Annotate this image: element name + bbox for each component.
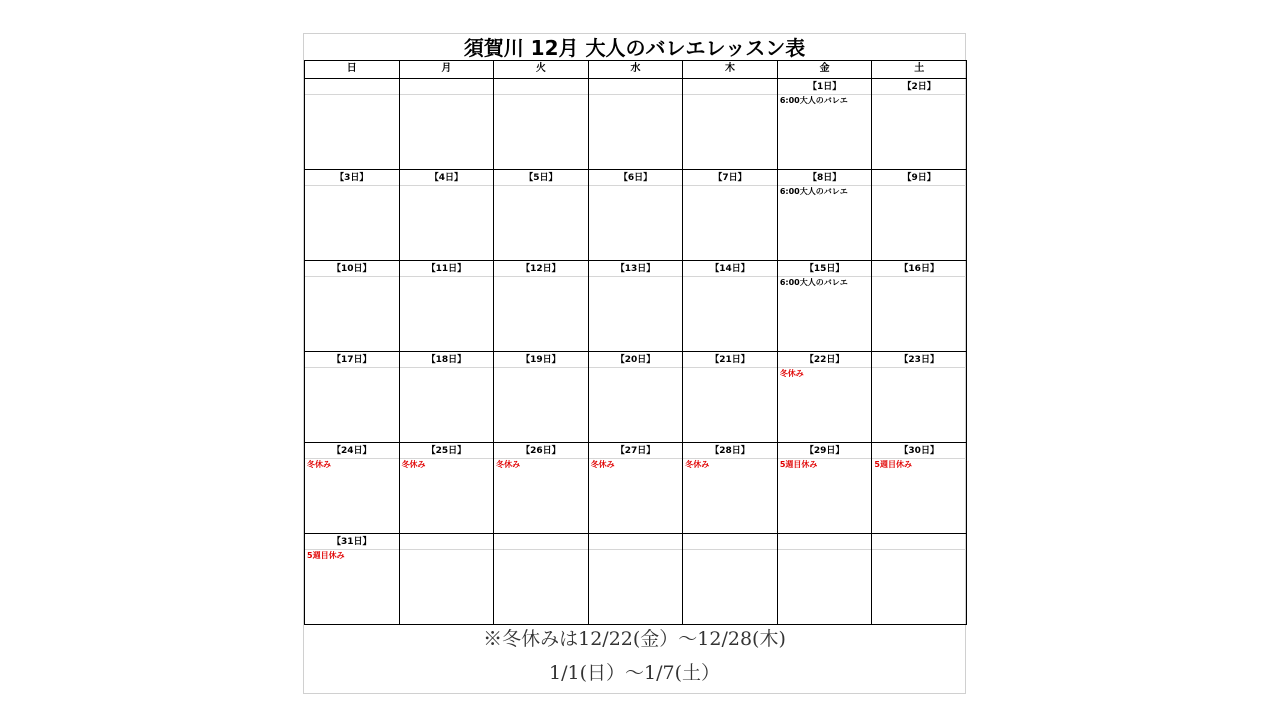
day-date-label: 【14日】 — [683, 261, 777, 277]
day-cell — [588, 534, 683, 625]
day-date-label: 【22日】 — [778, 352, 872, 368]
day-cell — [872, 170, 967, 261]
week-row — [305, 534, 967, 625]
day-cell — [399, 443, 494, 534]
day-date-label: 【31日】 — [305, 534, 399, 550]
day-date-label: 【30日】 — [872, 443, 966, 459]
day-date-label: 【29日】 — [778, 443, 872, 459]
day-cell — [872, 534, 967, 625]
day-cell — [305, 261, 400, 352]
day-lesson-note: 冬休み — [685, 460, 710, 469]
day-date-label: 【23日】 — [872, 352, 966, 368]
day-date-label — [400, 534, 494, 550]
day-cell — [872, 79, 967, 170]
weekday-header-row — [305, 61, 967, 79]
day-cell — [683, 261, 778, 352]
day-date-label: 【6日】 — [589, 170, 683, 186]
weekday-header: 月 — [399, 61, 494, 79]
day-date-label: 【11日】 — [400, 261, 494, 277]
day-cell — [777, 79, 872, 170]
day-cell — [777, 352, 872, 443]
day-cell — [494, 443, 589, 534]
day-cell — [588, 443, 683, 534]
day-cell — [777, 170, 872, 261]
day-lesson-note: 冬休み — [496, 460, 521, 469]
day-date-label: 【15日】 — [778, 261, 872, 277]
day-cell — [683, 79, 778, 170]
day-date-label — [778, 534, 872, 550]
day-date-label — [400, 79, 494, 95]
footer-holiday-dates: 1/1(日）～1/7(土） — [549, 662, 720, 684]
day-lesson-note: 6:00大人のバレエ — [779, 187, 848, 196]
day-date-label — [494, 534, 588, 550]
day-cell — [872, 443, 967, 534]
day-date-label — [872, 534, 966, 550]
day-cell — [683, 443, 778, 534]
day-date-label: 【7日】 — [683, 170, 777, 186]
day-date-label: 【18日】 — [400, 352, 494, 368]
footer-notes — [304, 622, 965, 690]
day-lesson-note: 5週目休み — [874, 460, 912, 469]
week-row — [305, 170, 967, 261]
day-cell — [399, 170, 494, 261]
day-date-label: 【10日】 — [305, 261, 399, 277]
day-cell — [494, 352, 589, 443]
day-date-label — [305, 79, 399, 95]
day-date-label: 【3日】 — [305, 170, 399, 186]
day-cell — [588, 352, 683, 443]
day-cell — [399, 534, 494, 625]
day-cell — [777, 534, 872, 625]
week-row — [305, 261, 967, 352]
day-date-label: 【1日】 — [778, 79, 872, 95]
day-cell — [494, 79, 589, 170]
day-date-label: 【4日】 — [400, 170, 494, 186]
day-date-label — [589, 534, 683, 550]
day-date-label: 【17日】 — [305, 352, 399, 368]
weekday-header: 金 — [777, 61, 872, 79]
day-cell — [305, 170, 400, 261]
lesson-schedule-sheet — [303, 33, 966, 694]
day-date-label: 【5日】 — [494, 170, 588, 186]
day-cell — [588, 261, 683, 352]
day-cell — [305, 443, 400, 534]
footer-holiday-note: ※冬休みは12/22(金）～12/28(木) — [483, 628, 786, 650]
day-cell — [305, 352, 400, 443]
day-cell — [399, 352, 494, 443]
day-date-label — [589, 79, 683, 95]
day-cell — [494, 170, 589, 261]
day-lesson-note: 6:00大人のバレエ — [779, 96, 848, 105]
day-date-label: 【12日】 — [494, 261, 588, 277]
weekday-header: 日 — [305, 61, 400, 79]
day-cell — [777, 443, 872, 534]
day-cell — [399, 79, 494, 170]
week-row — [305, 352, 967, 443]
page-title: 須賀川 12月 大人のバレエレッスン表 — [463, 36, 806, 60]
day-cell — [494, 534, 589, 625]
day-date-label: 【27日】 — [589, 443, 683, 459]
day-lesson-note: 6:00大人のバレエ — [779, 278, 848, 287]
day-cell — [588, 79, 683, 170]
day-date-label: 【28日】 — [683, 443, 777, 459]
day-cell — [872, 352, 967, 443]
day-cell — [305, 79, 400, 170]
day-date-label — [683, 79, 777, 95]
week-row — [305, 79, 967, 170]
day-cell — [399, 261, 494, 352]
day-date-label: 【16日】 — [872, 261, 966, 277]
day-date-label — [494, 79, 588, 95]
weekday-header: 水 — [588, 61, 683, 79]
day-cell — [777, 261, 872, 352]
weekday-header: 土 — [872, 61, 967, 79]
day-cell — [683, 170, 778, 261]
day-lesson-note: 5週目休み — [779, 460, 818, 469]
weekday-header: 木 — [683, 61, 778, 79]
day-date-label: 【19日】 — [494, 352, 588, 368]
calendar-grid — [304, 60, 967, 625]
day-date-label: 【24日】 — [305, 443, 399, 459]
day-lesson-note: 5週目休み — [307, 551, 345, 560]
day-lesson-note: 冬休み — [307, 460, 331, 469]
week-row — [305, 443, 967, 534]
day-cell — [872, 261, 967, 352]
day-lesson-note: 冬休み — [779, 369, 804, 378]
weekday-header: 火 — [494, 61, 589, 79]
day-cell — [494, 261, 589, 352]
day-cell — [683, 352, 778, 443]
day-cell — [305, 534, 400, 625]
day-cell — [588, 170, 683, 261]
day-date-label: 【9日】 — [872, 170, 966, 186]
day-date-label: 【26日】 — [494, 443, 588, 459]
day-date-label: 【21日】 — [683, 352, 777, 368]
day-date-label: 【2日】 — [872, 79, 966, 95]
day-date-label: 【8日】 — [778, 170, 872, 186]
day-lesson-note: 冬休み — [401, 460, 426, 469]
day-lesson-note: 冬休み — [590, 460, 615, 469]
day-date-label: 【20日】 — [589, 352, 683, 368]
day-date-label: 【13日】 — [589, 261, 683, 277]
day-date-label — [683, 534, 777, 550]
day-cell — [683, 534, 778, 625]
day-date-label: 【25日】 — [400, 443, 494, 459]
